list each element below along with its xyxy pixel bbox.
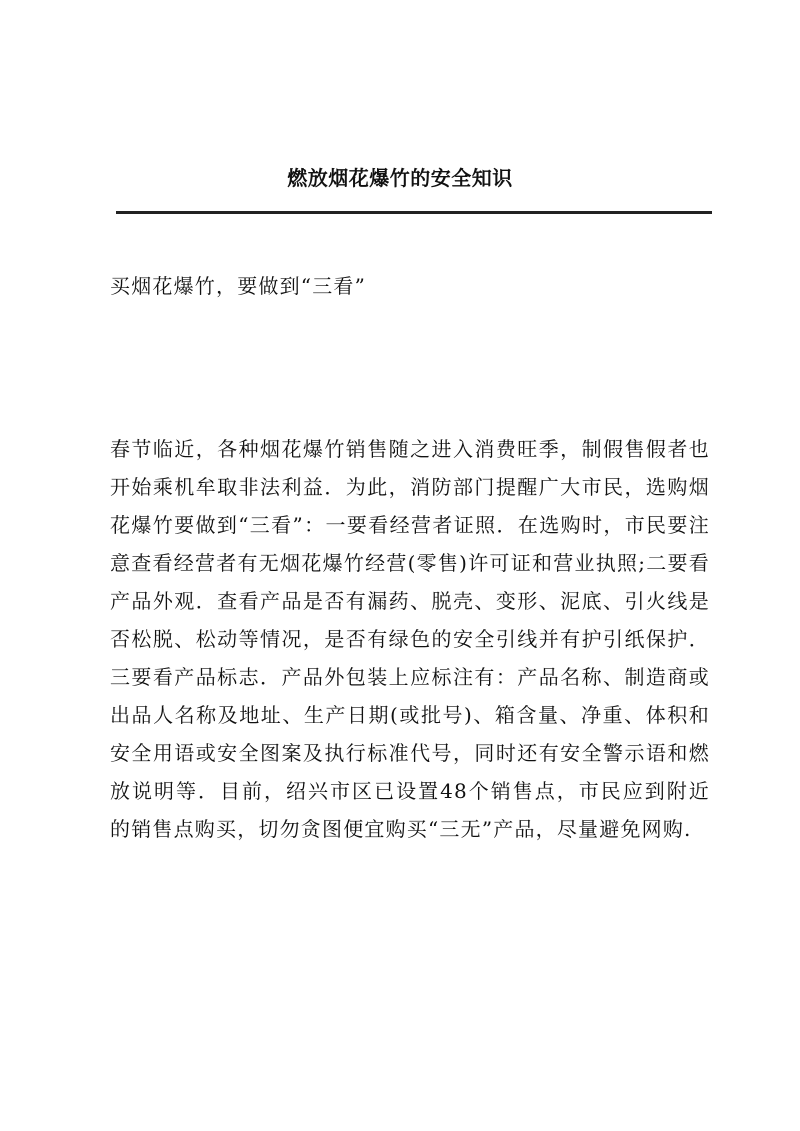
section-heading: 买烟花爆竹，要做到“三看” — [110, 274, 367, 298]
title-divider — [116, 211, 712, 214]
body-paragraph: 春节临近，各种烟花爆竹销售随之进入消费旺季，制假售假者也开始乘机牟取非法利益．为此，消防部门提醒广大市民，选购烟花爆竹要做到“三看”：一要看经营者证照．在选购时，市民要注意查看经营者有无烟花爆竹经营(零售)许可证和营业执照;二要看产品外观．查看产品是否有漏药、脱壳、变形、泥底、引火线是否松脱、松动等情况，是否有绿色的安全引线并有护引纸保护．三要看产品标志．产品外包装上应标注有：产品名称、制造商或出品人名称及地址、生产日期(或批号)、箱含量、净重、体积和安全用语或安全图案及执行标准代号，同时还有安全警示语和燃放说明等．目前，绍兴市区已设置48个销售点，市民应到附近的销售点购买，切勿贪图便宜购买“三无”产品，尽量避免网购. — [110, 437, 710, 841]
page-title: 燃放烟花爆竹的安全知识 — [287, 166, 513, 190]
